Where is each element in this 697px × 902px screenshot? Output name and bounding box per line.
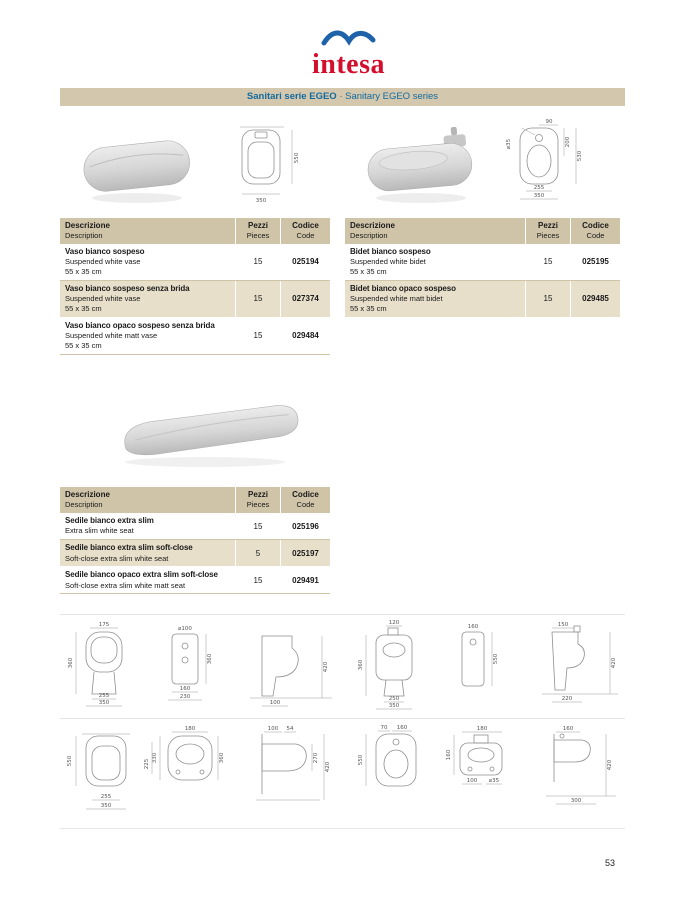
dim-label: 120	[388, 620, 400, 626]
dim-label: 180	[476, 726, 488, 732]
dim-label: 160	[446, 749, 452, 761]
row-description	[345, 244, 525, 280]
table-row	[60, 540, 330, 567]
dim-label: 360	[219, 752, 225, 764]
dim-label: 70	[380, 725, 388, 731]
pieces-value: 15	[235, 281, 280, 317]
header-pezzi	[235, 218, 280, 244]
brand-logo	[0, 26, 697, 79]
product-subtitle: Soft-close extra slim white seat	[65, 553, 169, 563]
header-pezzi	[525, 218, 570, 244]
brand-swoosh-icon	[318, 26, 380, 46]
product-title: Bidet bianco opaco sospeso	[350, 283, 456, 293]
pieces-value: 15	[525, 244, 570, 280]
code-value: 025194	[280, 244, 330, 280]
seat-photo	[90, 390, 320, 480]
row-description	[60, 540, 235, 566]
dim-label: 350	[533, 193, 545, 199]
pieces-value: 5	[235, 540, 280, 566]
header-codice-it: Codice	[292, 221, 319, 230]
pieces-value: 15	[235, 513, 280, 539]
product-title: Vaso bianco sospeso	[65, 247, 145, 256]
header-pezzi-en: Pieces	[246, 500, 270, 509]
code-value: 025197	[280, 540, 330, 566]
dim-label: 180	[184, 726, 196, 732]
dim-label: 230	[179, 694, 191, 700]
dim-label: 160	[396, 725, 408, 731]
code-value: 029491	[280, 567, 330, 593]
dim-label: 255	[98, 693, 110, 699]
product-title: Vaso bianco opaco sospeso senza brida	[65, 320, 215, 330]
dim-label: ⌀35	[506, 138, 512, 150]
brand-wordmark: intesa	[312, 49, 385, 80]
row-description	[60, 244, 235, 280]
dim-label: 150	[557, 622, 569, 628]
header-pezzi-en: Pieces	[246, 231, 270, 240]
dim-label: ⌀100	[178, 626, 192, 632]
dim-label: 350	[255, 198, 267, 204]
table-row	[60, 281, 330, 318]
header-codice	[280, 218, 330, 244]
dim-label: ⌀35	[488, 778, 500, 784]
product-subtitle: Suspended white bidet	[350, 257, 426, 267]
divider	[60, 718, 625, 719]
product-subtitle: Soft-close extra slim white matt seat	[65, 580, 186, 590]
vaso-table	[60, 218, 330, 355]
product-size: 55 x 35 cm	[350, 304, 387, 314]
table-row	[60, 513, 330, 540]
header-pezzi-en: Pieces	[536, 231, 560, 240]
bidet-photo	[346, 120, 496, 215]
header-descrizione-it: Descrizione	[350, 221, 395, 230]
header-descrizione-it: Descrizione	[65, 490, 110, 499]
product-title: Sedile bianco extra slim	[65, 516, 154, 525]
table-row	[60, 244, 330, 281]
sedile-table-header	[60, 487, 330, 513]
dim-label: 350	[388, 703, 400, 709]
bidet-top-view-drawing	[502, 116, 592, 211]
page-number: 53	[604, 858, 615, 868]
dim-label: 175	[98, 622, 110, 628]
dim-label: 300	[570, 798, 582, 804]
header-codice	[280, 487, 330, 513]
code-value: 029485	[570, 281, 620, 317]
bidet-table-header	[345, 218, 620, 244]
header-descrizione	[60, 218, 235, 244]
header-descrizione-it: Descrizione	[65, 221, 110, 230]
dim-label: 330	[152, 752, 158, 764]
series-title-bar	[60, 88, 625, 106]
dim-label: 550	[493, 653, 499, 665]
toilet-top-view-drawing	[226, 118, 311, 213]
dim-label: 160	[179, 686, 191, 692]
header-codice-it: Codice	[582, 221, 609, 230]
header-pezzi	[235, 487, 280, 513]
product-title: Vaso bianco sospeso senza brida	[65, 283, 190, 293]
toilet-photo	[62, 118, 212, 213]
dim-label: 250	[388, 696, 400, 702]
header-codice-en: Code	[586, 231, 605, 240]
dim-label: 350	[100, 803, 112, 809]
table-row	[60, 318, 330, 355]
dim-label: 550	[294, 152, 300, 164]
vaso-table-header	[60, 218, 330, 244]
dim-label: 90	[545, 119, 553, 125]
product-subtitle: Extra slim white seat	[65, 526, 134, 536]
dim-label: 360	[358, 659, 364, 671]
series-title-en: · Sanitary EGEO series	[336, 91, 439, 102]
header-pezzi-it: Pezzi	[247, 490, 268, 499]
tech-drawing-floor-bidet	[350, 618, 630, 713]
toilet-photo-image	[62, 118, 212, 213]
product-size: 55 x 35 cm	[65, 304, 102, 314]
header-pezzi-it: Pezzi	[537, 221, 558, 230]
row-description	[60, 318, 235, 354]
product-subtitle: Suspended white matt bidet	[350, 294, 443, 304]
product-size: 55 x 35 cm	[350, 267, 387, 277]
tech-drawing-floor-toilet	[60, 618, 340, 713]
dim-label: 360	[68, 657, 74, 669]
dim-label: 160	[562, 726, 574, 732]
header-codice-it: Codice	[292, 490, 319, 499]
pieces-value: 15	[235, 244, 280, 280]
header-codice	[570, 218, 620, 244]
pieces-value: 15	[525, 281, 570, 317]
dim-label: 200	[565, 136, 571, 148]
header-pezzi-it: Pezzi	[247, 221, 268, 230]
dim-label: 220	[561, 696, 573, 702]
series-title-it: Sanitari serie EGEO	[246, 91, 337, 102]
code-value: 025196	[280, 513, 330, 539]
dim-label: 160	[467, 624, 479, 630]
code-value: 027374	[280, 281, 330, 317]
dim-label: 420	[611, 657, 617, 669]
header-descrizione-en: Description	[65, 500, 103, 509]
sedile-table	[60, 487, 330, 594]
dim-label: 270	[313, 752, 319, 764]
table-row	[345, 281, 620, 318]
dim-label: 550	[358, 754, 364, 766]
row-description	[60, 567, 235, 593]
header-descrizione	[345, 218, 525, 244]
header-codice-en: Code	[296, 231, 315, 240]
dim-label: 255	[100, 794, 112, 800]
header-codice-en: Code	[296, 500, 315, 509]
dim-label: 54	[286, 726, 294, 732]
product-subtitle: Suspended white vase	[65, 294, 141, 304]
dim-label: 350	[98, 700, 110, 706]
dim-label: 420	[325, 761, 331, 773]
dim-label: 420	[607, 759, 613, 771]
tech-drawing-wall-toilet	[60, 722, 340, 817]
divider	[60, 614, 625, 615]
dim-label: 360	[207, 653, 213, 665]
product-subtitle: Suspended white vase	[65, 257, 141, 267]
dim-label: 530	[577, 150, 583, 162]
table-row	[60, 567, 330, 594]
dim-label: 550	[67, 755, 73, 767]
dim-label: 100	[269, 700, 281, 706]
product-size: 55 x 35 cm	[65, 340, 102, 350]
tech-drawing-wall-bidet	[350, 722, 630, 817]
bidet-photo-image	[346, 120, 496, 215]
product-size: 55 x 35 cm	[65, 267, 102, 277]
bidet-table	[345, 218, 620, 318]
header-descrizione-en: Description	[350, 231, 388, 240]
code-value: 025195	[570, 244, 620, 280]
seat-photo-image	[90, 390, 320, 480]
header-descrizione	[60, 487, 235, 513]
header-descrizione-en: Description	[65, 231, 103, 240]
pieces-value: 15	[235, 318, 280, 354]
divider	[60, 828, 625, 829]
row-description	[60, 281, 235, 317]
code-value: 029484	[280, 318, 330, 354]
table-row	[345, 244, 620, 281]
row-description	[60, 513, 235, 539]
dim-label: 225	[144, 758, 150, 770]
product-subtitle: Suspended white matt vase	[65, 331, 158, 341]
pieces-value: 15	[235, 567, 280, 593]
product-title: Bidet bianco sospeso	[350, 247, 431, 256]
product-title: Sedile bianco opaco extra slim soft-close	[65, 570, 218, 580]
dim-label: 100	[466, 778, 478, 784]
row-description	[345, 281, 525, 317]
dim-label: 100	[267, 726, 279, 732]
dim-label: 255	[533, 185, 545, 191]
dim-label: 420	[323, 661, 329, 673]
product-title: Sedile bianco extra slim soft-close	[65, 543, 193, 553]
